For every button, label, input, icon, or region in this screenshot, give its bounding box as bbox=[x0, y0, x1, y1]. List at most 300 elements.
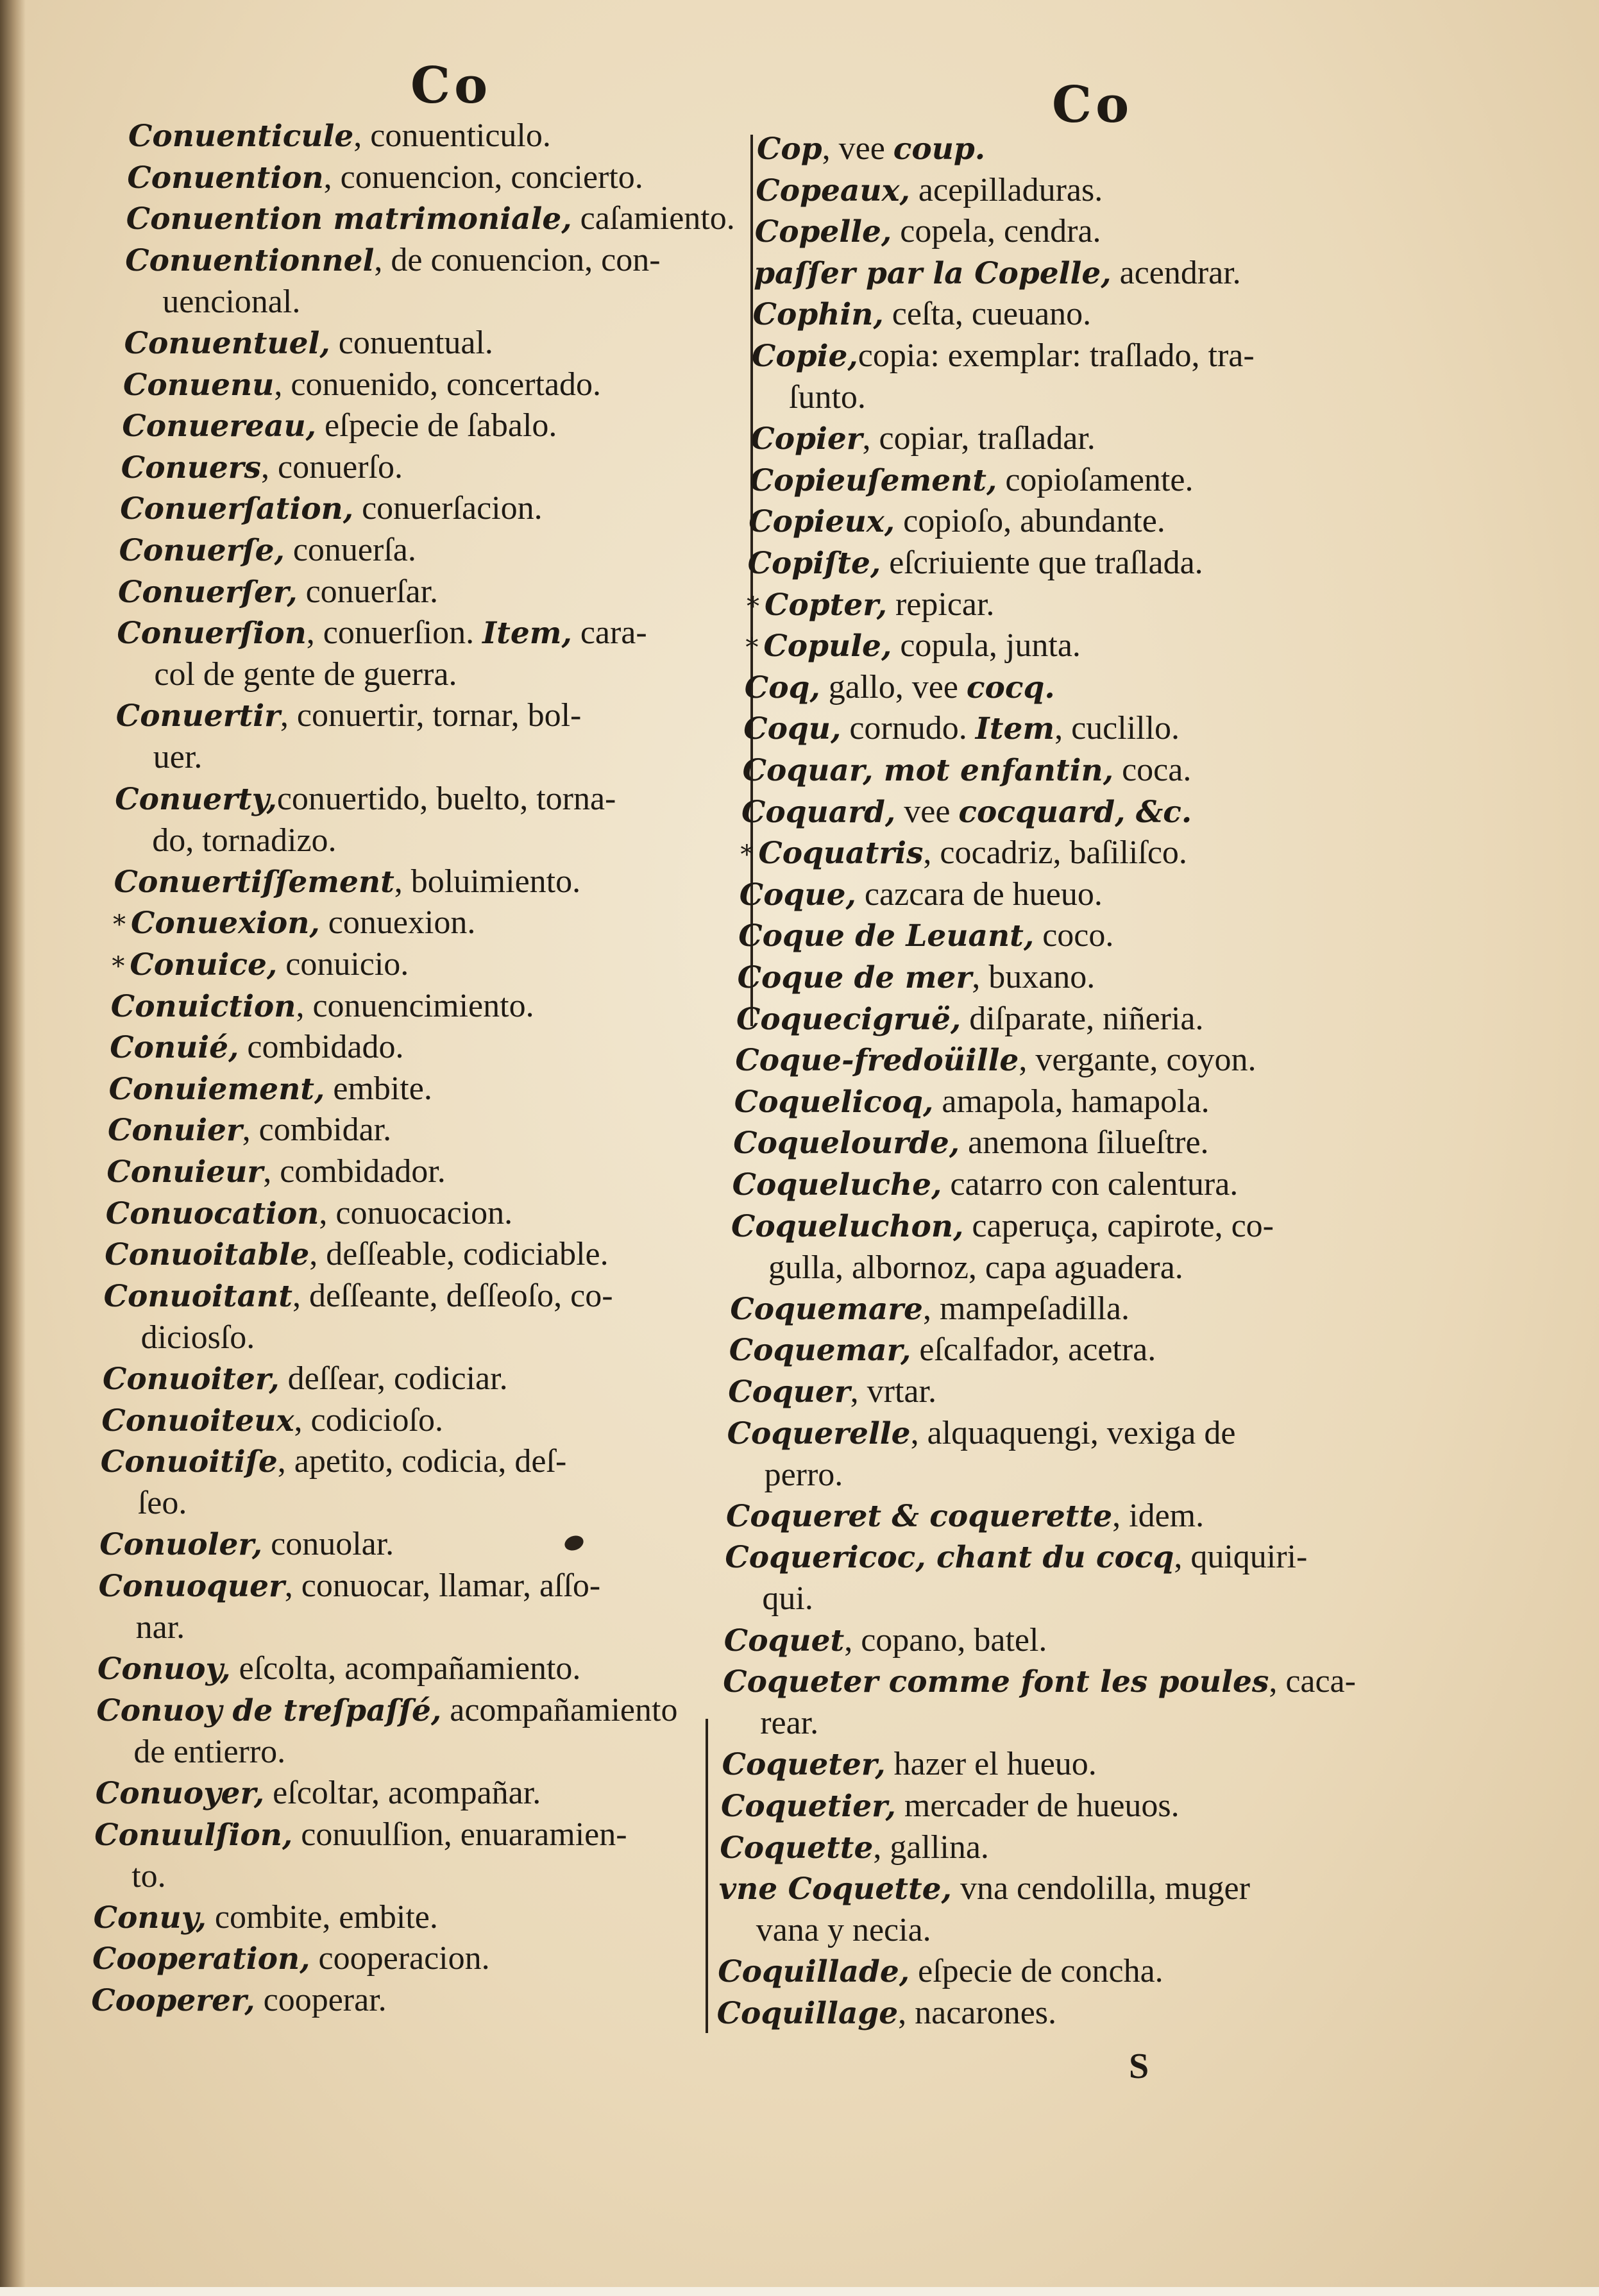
entry-continuation: rear. bbox=[760, 1705, 819, 1742]
headword: Conuenu bbox=[123, 367, 275, 403]
headword: Conuers bbox=[121, 450, 262, 485]
headword: Conuoitable bbox=[105, 1237, 310, 1273]
entry-line bbox=[115, 782, 616, 817]
dictionary-entry bbox=[729, 1329, 1156, 1371]
translation-continued: , cuclillo. bbox=[1054, 710, 1180, 747]
translation: deſſear, codiciar. bbox=[279, 1360, 508, 1397]
translation: conuicio. bbox=[277, 946, 409, 983]
entry-line bbox=[736, 1002, 1204, 1037]
entry-line bbox=[729, 1333, 1156, 1368]
dictionary-entry bbox=[101, 1400, 443, 1442]
translation: caſamiento. bbox=[571, 200, 735, 237]
dictionary-entry bbox=[745, 667, 1055, 709]
dictionary-entry bbox=[113, 902, 475, 945]
headword: Coquemar, bbox=[729, 1333, 911, 1369]
entry-line bbox=[112, 947, 409, 983]
dictionary-entry bbox=[104, 1276, 613, 1358]
entry-line bbox=[91, 1983, 386, 2018]
entry-line bbox=[743, 711, 1180, 747]
dictionary-entry bbox=[754, 253, 1240, 294]
signature-mark: S bbox=[1129, 2047, 1149, 2086]
entry-line bbox=[718, 1954, 1163, 1989]
entry-line bbox=[745, 670, 1055, 705]
headword: Coquette bbox=[720, 1830, 874, 1866]
translation: eſcriuiente que traſlada. bbox=[881, 544, 1203, 581]
headword: Coquericoc, chant du cocq bbox=[725, 1540, 1174, 1576]
ink-blot bbox=[563, 1533, 586, 1553]
entry-line bbox=[748, 546, 1203, 581]
dictionary-entry bbox=[114, 861, 581, 903]
headword: Coqu, bbox=[743, 711, 842, 747]
entry-continuation: gulla, albornoz, capa aguadera. bbox=[768, 1249, 1183, 1286]
translation: ceſta, cueuano. bbox=[883, 296, 1092, 333]
entry-line bbox=[734, 1085, 1210, 1120]
dictionary-entry bbox=[97, 1648, 580, 1690]
dictionary-entry bbox=[753, 294, 1092, 335]
headword: Coqueter comme font les poules bbox=[723, 1664, 1269, 1700]
entry-line bbox=[110, 1030, 403, 1065]
translation: catarro con calentura. bbox=[942, 1166, 1239, 1203]
translation: , copiar, traſladar. bbox=[862, 420, 1096, 457]
entry-continuation: perro. bbox=[764, 1456, 843, 1493]
dictionary-entry bbox=[727, 1413, 1236, 1496]
dictionary-entry bbox=[110, 1027, 403, 1068]
dictionary-entry bbox=[101, 1441, 566, 1524]
headword: Conuerſation, bbox=[120, 491, 354, 527]
headword: Conuoyer, bbox=[95, 1776, 265, 1811]
headword: vne Coquette, bbox=[718, 1871, 952, 1907]
headword: Coquar, mot enfantin, bbox=[742, 753, 1114, 788]
translation: , copano, batel. bbox=[844, 1621, 1047, 1659]
entry-line bbox=[117, 616, 647, 651]
entry-continuation: ſeo. bbox=[137, 1485, 187, 1522]
entry-line bbox=[101, 1444, 566, 1480]
entry-line bbox=[732, 1167, 1239, 1203]
entry-continuation: uencional. bbox=[162, 283, 301, 320]
translation: cornudo. bbox=[841, 710, 976, 747]
dictionary-entry bbox=[106, 1151, 445, 1193]
entry-continuation: col de gente de guerra. bbox=[154, 656, 457, 693]
translation: , deſſeante, deſſeoſo, co- bbox=[292, 1277, 613, 1314]
dictionary-entry bbox=[120, 488, 542, 530]
entry-line bbox=[743, 753, 1192, 788]
dictionary-entry bbox=[757, 128, 985, 170]
dictionary-entry bbox=[738, 915, 1113, 957]
entry-line bbox=[754, 256, 1240, 291]
headword: Copie, bbox=[752, 339, 858, 374]
headword: Coquelourde, bbox=[733, 1126, 960, 1161]
entry-line bbox=[733, 1126, 1208, 1161]
translation: conuolar. bbox=[262, 1526, 394, 1563]
translation: conuerſar. bbox=[297, 573, 439, 610]
translation: , conuenido, concertado. bbox=[274, 366, 602, 403]
headword: Conuoitiſe bbox=[100, 1444, 278, 1480]
dictionary-entry bbox=[747, 584, 994, 627]
dictionary-entry bbox=[723, 1661, 1356, 1744]
entry-line bbox=[757, 131, 985, 167]
entry-line bbox=[108, 1113, 391, 1148]
entry-line bbox=[753, 297, 1092, 332]
entry-line bbox=[105, 1237, 608, 1272]
dictionary-entry bbox=[118, 571, 438, 613]
dictionary-entry bbox=[748, 543, 1203, 584]
headword: Conuier bbox=[108, 1113, 242, 1149]
translation: hazer el hueuo. bbox=[885, 1746, 1097, 1783]
dictionary-entry bbox=[741, 791, 1192, 833]
translation: copela, cendra. bbox=[892, 213, 1101, 250]
entry-line bbox=[721, 1789, 1180, 1824]
asterisk-mark: * bbox=[745, 633, 759, 663]
entry-line bbox=[719, 1871, 1250, 1907]
headword: Coqueluche, bbox=[732, 1167, 942, 1203]
translation: combidado. bbox=[239, 1029, 404, 1066]
translation: , deſſeable, codiciable. bbox=[309, 1236, 609, 1273]
headword: Conuerty, bbox=[115, 781, 277, 817]
translation: , conuerſion. bbox=[306, 614, 483, 652]
dictionary-entry bbox=[721, 1785, 1180, 1827]
translation: , vee bbox=[822, 130, 893, 167]
translation: cooperar. bbox=[255, 1982, 387, 2018]
entry-line bbox=[723, 1664, 1356, 1700]
entry-line bbox=[121, 450, 403, 485]
translation: , conuertir, tornar, bol- bbox=[280, 697, 582, 734]
entry-line bbox=[97, 1651, 580, 1687]
headword: Coquerelle bbox=[727, 1415, 911, 1451]
dictionary-entry bbox=[106, 1193, 512, 1235]
translation: , idem. bbox=[1112, 1497, 1205, 1534]
entry-line bbox=[745, 629, 1081, 664]
headword: Conuerſer, bbox=[118, 574, 298, 610]
headword: Cooperation, bbox=[92, 1941, 310, 1977]
dictionary-entry bbox=[122, 405, 557, 447]
entry-line bbox=[106, 1196, 512, 1231]
translation-continued: cara- bbox=[571, 614, 647, 652]
dictionary-entry bbox=[735, 1040, 1256, 1081]
dictionary-entry bbox=[750, 460, 1194, 502]
entry-line bbox=[111, 989, 534, 1024]
translation: cazcara de hueuo. bbox=[856, 875, 1103, 913]
translation: , combidar. bbox=[242, 1111, 392, 1149]
headword: Coquer bbox=[728, 1374, 850, 1410]
headword: Conuereau, bbox=[122, 409, 317, 444]
translation: copioſamente. bbox=[997, 461, 1194, 498]
entry-line bbox=[738, 918, 1113, 954]
entry-line bbox=[730, 1292, 1129, 1327]
translation: embite. bbox=[325, 1070, 432, 1107]
headword: Copter, bbox=[765, 587, 887, 623]
entry-line bbox=[92, 1941, 490, 1977]
translation: copioſo, abundante. bbox=[895, 503, 1165, 540]
headword: Conuoler, bbox=[99, 1527, 263, 1563]
entry-line bbox=[749, 504, 1165, 539]
entry-line bbox=[735, 1043, 1256, 1078]
translation: acendrar. bbox=[1111, 254, 1241, 291]
headword: Coque, bbox=[739, 877, 856, 913]
headword: Cophin, bbox=[752, 297, 884, 333]
dictionary-entry bbox=[749, 501, 1165, 543]
translation: repicar. bbox=[886, 586, 995, 623]
headword: Coquelicoq, bbox=[734, 1084, 934, 1120]
translation: eſcoltar, acompañar. bbox=[264, 1775, 541, 1811]
dictionary-entry bbox=[719, 1868, 1250, 1951]
translation: , quiquiri- bbox=[1174, 1539, 1308, 1576]
entry-line bbox=[728, 1374, 936, 1410]
headword: Coque de mer bbox=[737, 960, 972, 995]
dictionary-entry bbox=[731, 1206, 1274, 1288]
headword: Conuoy de treſpaſſé, bbox=[96, 1692, 442, 1728]
headword: Conuenticule bbox=[128, 119, 354, 154]
translation: anemona ſilueſtre. bbox=[960, 1124, 1209, 1161]
entry-line bbox=[750, 421, 1095, 457]
translation: coco. bbox=[1034, 917, 1114, 954]
translation: amapola, hamapola. bbox=[933, 1083, 1210, 1120]
entry-line bbox=[103, 1362, 508, 1397]
headword: Coqueluchon, bbox=[731, 1208, 964, 1244]
entry-line bbox=[124, 326, 493, 361]
headword: Conuulſion, bbox=[94, 1817, 293, 1853]
spine-shadow bbox=[0, 0, 26, 2296]
dictionary-entry bbox=[725, 1537, 1307, 1619]
dictionary-entry bbox=[728, 1371, 936, 1413]
translation: mercader de hueuos. bbox=[895, 1787, 1180, 1824]
dictionary-entry bbox=[724, 1620, 1047, 1662]
translation: , vrtar. bbox=[850, 1373, 936, 1410]
dictionary-entry bbox=[119, 530, 416, 571]
entry-line bbox=[114, 865, 581, 900]
dictionary-entry bbox=[112, 944, 409, 987]
translation: , conuerſo. bbox=[261, 448, 403, 485]
dictionary-entry bbox=[121, 447, 403, 489]
translation: conuentual. bbox=[330, 325, 493, 361]
dictionary-entry bbox=[730, 1288, 1129, 1330]
entry-line bbox=[123, 367, 601, 403]
dictionary-entry bbox=[126, 198, 735, 240]
translation: , alquaquengi, vexiga de bbox=[910, 1414, 1236, 1451]
dictionary-entry bbox=[740, 874, 1103, 916]
entry-line bbox=[756, 173, 1103, 208]
translation: acepilladuras. bbox=[909, 171, 1103, 208]
translation: copula, junta. bbox=[892, 627, 1081, 664]
translation: caperuça, capirote, co- bbox=[963, 1207, 1274, 1244]
cross-reference: coup. bbox=[893, 131, 986, 167]
translation: cooperacion. bbox=[310, 1940, 490, 1977]
entry-continuation: to. bbox=[131, 1857, 166, 1895]
headword: Conuention bbox=[127, 160, 324, 196]
headword: Conuoquer bbox=[98, 1569, 285, 1604]
headword: Conuoy, bbox=[97, 1651, 231, 1687]
translation: eſpecie de ſabalo. bbox=[316, 407, 557, 444]
translation: vna cendolilla, muger bbox=[951, 1870, 1250, 1907]
entry-line bbox=[113, 906, 475, 941]
translation: , vergante, coyon. bbox=[1019, 1042, 1256, 1079]
headword: Conuice, bbox=[130, 947, 278, 983]
headword: Conuiction bbox=[110, 988, 296, 1024]
headword: Conuiement, bbox=[108, 1071, 325, 1107]
headword: Conuention matrimoniale, bbox=[126, 201, 572, 237]
translation: combite, embite. bbox=[206, 1898, 438, 1936]
entry-line bbox=[720, 1830, 989, 1866]
headword: Conuy, bbox=[93, 1900, 207, 1936]
translation: , conuocar, llamar, aſſo- bbox=[284, 1567, 601, 1604]
dictionary-entry bbox=[755, 211, 1101, 253]
entry-continuation: qui. bbox=[762, 1580, 813, 1617]
dictionary-entry bbox=[734, 1081, 1210, 1123]
headword: Copier bbox=[750, 421, 863, 457]
headword: Coquillage bbox=[716, 1996, 899, 2031]
dictionary-entry bbox=[752, 335, 1255, 418]
headword: Conuoitant bbox=[103, 1278, 292, 1314]
translation: eſcalfador, acetra. bbox=[911, 1331, 1156, 1369]
entry-continuation: de entierro. bbox=[133, 1733, 286, 1770]
headword: Copelle, bbox=[754, 214, 892, 250]
entry-line bbox=[722, 1747, 1097, 1782]
dictionary-entry bbox=[92, 1938, 490, 1980]
cross-reference: cocquard, &c. bbox=[958, 794, 1192, 830]
translation: conuerſa. bbox=[284, 532, 416, 568]
entry-continuation: nar. bbox=[135, 1609, 185, 1646]
dictionary-entry bbox=[740, 832, 1187, 875]
entry-line bbox=[128, 119, 551, 154]
dictionary-entry bbox=[756, 170, 1103, 212]
entry-line bbox=[740, 877, 1103, 913]
translation: , apetito, codicia, deſ- bbox=[277, 1443, 567, 1480]
headword: Copieuſement, bbox=[749, 462, 997, 498]
asterisk-mark: * bbox=[112, 952, 125, 981]
entry-line bbox=[109, 1072, 432, 1107]
headword: Coqueret & coquerette bbox=[726, 1498, 1113, 1534]
translation: , conuencion, concierto. bbox=[323, 158, 643, 196]
headword: Conuentuel, bbox=[124, 326, 330, 361]
dictionary-entry bbox=[99, 1566, 601, 1648]
translation: copia: exemplar: traſlado, tra- bbox=[858, 337, 1255, 374]
translation: conuulſion, enuaramien- bbox=[292, 1816, 627, 1853]
dictionary-entry bbox=[105, 1234, 608, 1276]
translation: conuerſacion. bbox=[353, 490, 543, 527]
entry-line bbox=[738, 960, 1096, 995]
entry-continuation: uer. bbox=[153, 739, 203, 776]
entry-line bbox=[127, 160, 643, 196]
dictionary-entry bbox=[109, 1068, 432, 1110]
headword: Conuié, bbox=[110, 1030, 239, 1066]
entry-line bbox=[740, 836, 1187, 871]
entry-line bbox=[125, 243, 660, 278]
dictionary-entry bbox=[720, 1827, 989, 1869]
headword: Coquatris bbox=[758, 836, 924, 872]
dictionary-entry bbox=[96, 1690, 677, 1773]
headword: Coqueter, bbox=[722, 1747, 886, 1783]
dictionary-entry bbox=[94, 1814, 627, 1897]
dictionary-entry bbox=[103, 1358, 508, 1400]
headword: Conuertir bbox=[115, 698, 280, 734]
dictionary-entry bbox=[750, 418, 1095, 460]
entry-line bbox=[96, 1776, 541, 1811]
translation: , caca- bbox=[1269, 1663, 1356, 1700]
entry-line bbox=[118, 575, 438, 610]
translation: conuertido, buelto, torna- bbox=[276, 780, 616, 817]
entry-line bbox=[101, 1403, 443, 1439]
headword: Coquard, bbox=[741, 794, 896, 830]
entry-line bbox=[104, 1279, 613, 1314]
entry-line bbox=[94, 1900, 438, 1936]
headword: Coquet bbox=[723, 1623, 845, 1659]
translation: , gallina. bbox=[873, 1828, 989, 1866]
headword: Copieux, bbox=[749, 504, 895, 540]
dictionary-entry bbox=[108, 1110, 391, 1151]
dictionary-entry bbox=[125, 240, 660, 323]
headword: Coq, bbox=[744, 670, 820, 705]
dictionary-entry bbox=[111, 986, 534, 1027]
entry-line bbox=[750, 463, 1194, 498]
dictionary-entry bbox=[736, 999, 1204, 1040]
headword: Coquetier, bbox=[721, 1789, 896, 1824]
dictionary-entry bbox=[722, 1744, 1097, 1785]
cross-reference: cocq. bbox=[966, 670, 1055, 705]
dictionary-entry bbox=[116, 695, 582, 778]
asterisk-mark: * bbox=[747, 591, 759, 621]
translation: gallo, vee bbox=[820, 668, 967, 705]
dictionary-entry bbox=[743, 750, 1192, 791]
page-bottom-edge bbox=[0, 2287, 1599, 2296]
cross-reference: Item, bbox=[482, 616, 572, 652]
translation: , mampeſadilla. bbox=[922, 1290, 1129, 1327]
headword: Copeaux, bbox=[756, 173, 910, 208]
entry-line bbox=[717, 1996, 1056, 2031]
entry-line bbox=[122, 409, 557, 444]
dictionary-entry bbox=[123, 364, 601, 406]
headword: Cop bbox=[757, 131, 822, 167]
entry-line bbox=[747, 587, 994, 623]
translation: , conuenticulo. bbox=[353, 117, 551, 154]
entry-line bbox=[106, 1154, 445, 1190]
dictionary-entry bbox=[726, 1496, 1204, 1537]
column-divider-lower bbox=[706, 1719, 708, 2033]
dictionary-entry bbox=[94, 1897, 438, 1939]
dictionary-entry bbox=[124, 323, 493, 364]
dictionary-entry bbox=[733, 1122, 1208, 1164]
headword: Coque de Leuant, bbox=[738, 918, 1035, 954]
entry-line bbox=[726, 1499, 1204, 1534]
dictionary-entry bbox=[732, 1164, 1239, 1206]
translation: vee bbox=[895, 793, 959, 830]
headword: Conuexion, bbox=[131, 906, 320, 941]
dictionary-entry bbox=[96, 1773, 541, 1814]
asterisk-mark: * bbox=[113, 910, 126, 940]
translation: conuexion. bbox=[319, 904, 476, 941]
dictionary-entry bbox=[743, 708, 1180, 750]
translation: eſcolta, acompañamiento. bbox=[230, 1650, 581, 1687]
headword: Cooperer, bbox=[91, 1983, 255, 2018]
translation: , cocadriz, baſiliſco. bbox=[923, 834, 1187, 872]
headword: paſſer par la Copelle, bbox=[754, 255, 1112, 291]
headword: Conuocation bbox=[105, 1195, 319, 1231]
translation: , de conuencion, con- bbox=[374, 241, 661, 278]
entry-continuation: diciosſo. bbox=[140, 1319, 255, 1356]
entry-line bbox=[126, 201, 735, 237]
entry-line bbox=[99, 1527, 394, 1562]
entry-continuation: ſunto. bbox=[789, 379, 866, 416]
cross-reference: Item bbox=[975, 711, 1055, 747]
dictionary-entry bbox=[91, 1980, 386, 2022]
entry-line bbox=[731, 1209, 1274, 1244]
headword: Conuoiteux bbox=[101, 1403, 294, 1439]
right-column-heading: Co bbox=[1052, 76, 1133, 134]
entry-continuation: vana y necia. bbox=[756, 1912, 931, 1949]
translation: , combidador. bbox=[263, 1153, 446, 1190]
entry-line bbox=[120, 491, 542, 527]
entry-line bbox=[741, 795, 1192, 830]
translation: , conuencimiento. bbox=[296, 987, 534, 1024]
headword: Coquillade, bbox=[718, 1954, 910, 1990]
